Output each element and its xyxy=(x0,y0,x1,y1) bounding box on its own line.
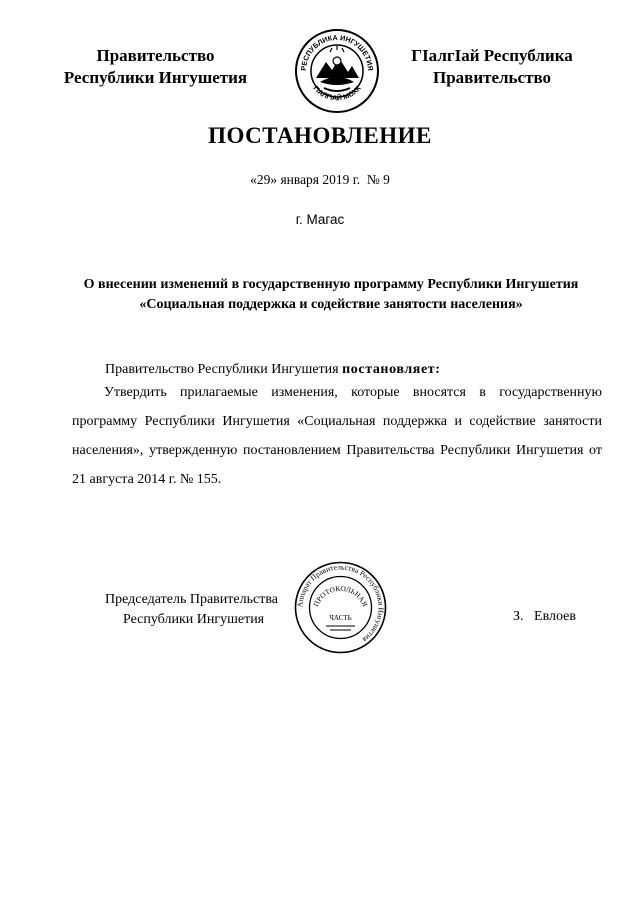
document-title: ПОСТАНОВЛЕНИЕ xyxy=(208,123,432,148)
header-right-line1: ГIалгIай Республика xyxy=(411,46,573,65)
header-right xyxy=(392,45,592,89)
round-seal-icon xyxy=(293,560,388,655)
date-number-line: «29» января 2019 г. № 9 xyxy=(250,172,390,187)
decree-word: постановляет: xyxy=(342,362,441,377)
header-left-line2: Республики Ингушетия xyxy=(63,68,248,87)
body-paragraph-text: Утвердить прилагаемые изменения, которые вносятся в государственную программу Республики Ингушетия «Социальная поддержка и содействие занятости населения», утвержденную постановлением Правительства Республики Ингушетия от 21 августа 2014 г. № 155. xyxy=(72,385,602,487)
signature-position xyxy=(105,590,278,630)
signature-position-line1: Председатель Правительства xyxy=(105,592,278,607)
subject-line2: «Социальная поддержка и содействие занятости населения» xyxy=(139,297,523,312)
emblem-top-text: РЕСПУБЛИКА ИНГУШЕТИЯ xyxy=(298,32,376,72)
header-left xyxy=(48,45,263,89)
official-stamp xyxy=(293,560,388,655)
header-right-line2: Правительство xyxy=(432,68,552,87)
body-paragraph xyxy=(72,378,602,494)
signature-position-line2: Республики Ингушетия xyxy=(123,612,265,627)
body-intro-text: Правительство Республики Ингушетия xyxy=(105,362,343,377)
emblem-bottom-text: ГIАЛГIАЙ МОХК xyxy=(311,83,363,103)
coat-of-arms-icon xyxy=(294,28,380,114)
stamp-center-text: ЧАСТЬ xyxy=(329,614,352,622)
stamp-outer-text: Аппарат Правительства Республики Ингушетия xyxy=(295,562,386,645)
subject-line1: О внесении изменений в государственную программу Республики Ингушетия xyxy=(83,277,579,292)
city-line: г. Магас xyxy=(295,212,345,227)
svg-text:ГIАЛГIАЙ МОХК xyxy=(311,83,363,102)
coat-of-arms xyxy=(294,28,380,114)
signatory-name: З. Евлоев xyxy=(513,609,576,624)
document-subject xyxy=(60,275,602,315)
svg-text:ПРОТОКОЛЬНАЯ xyxy=(311,584,369,608)
stamp-inner-text: ПРОТОКОЛЬНАЯ xyxy=(311,583,370,608)
header-left-line1: Правительство xyxy=(96,46,215,65)
